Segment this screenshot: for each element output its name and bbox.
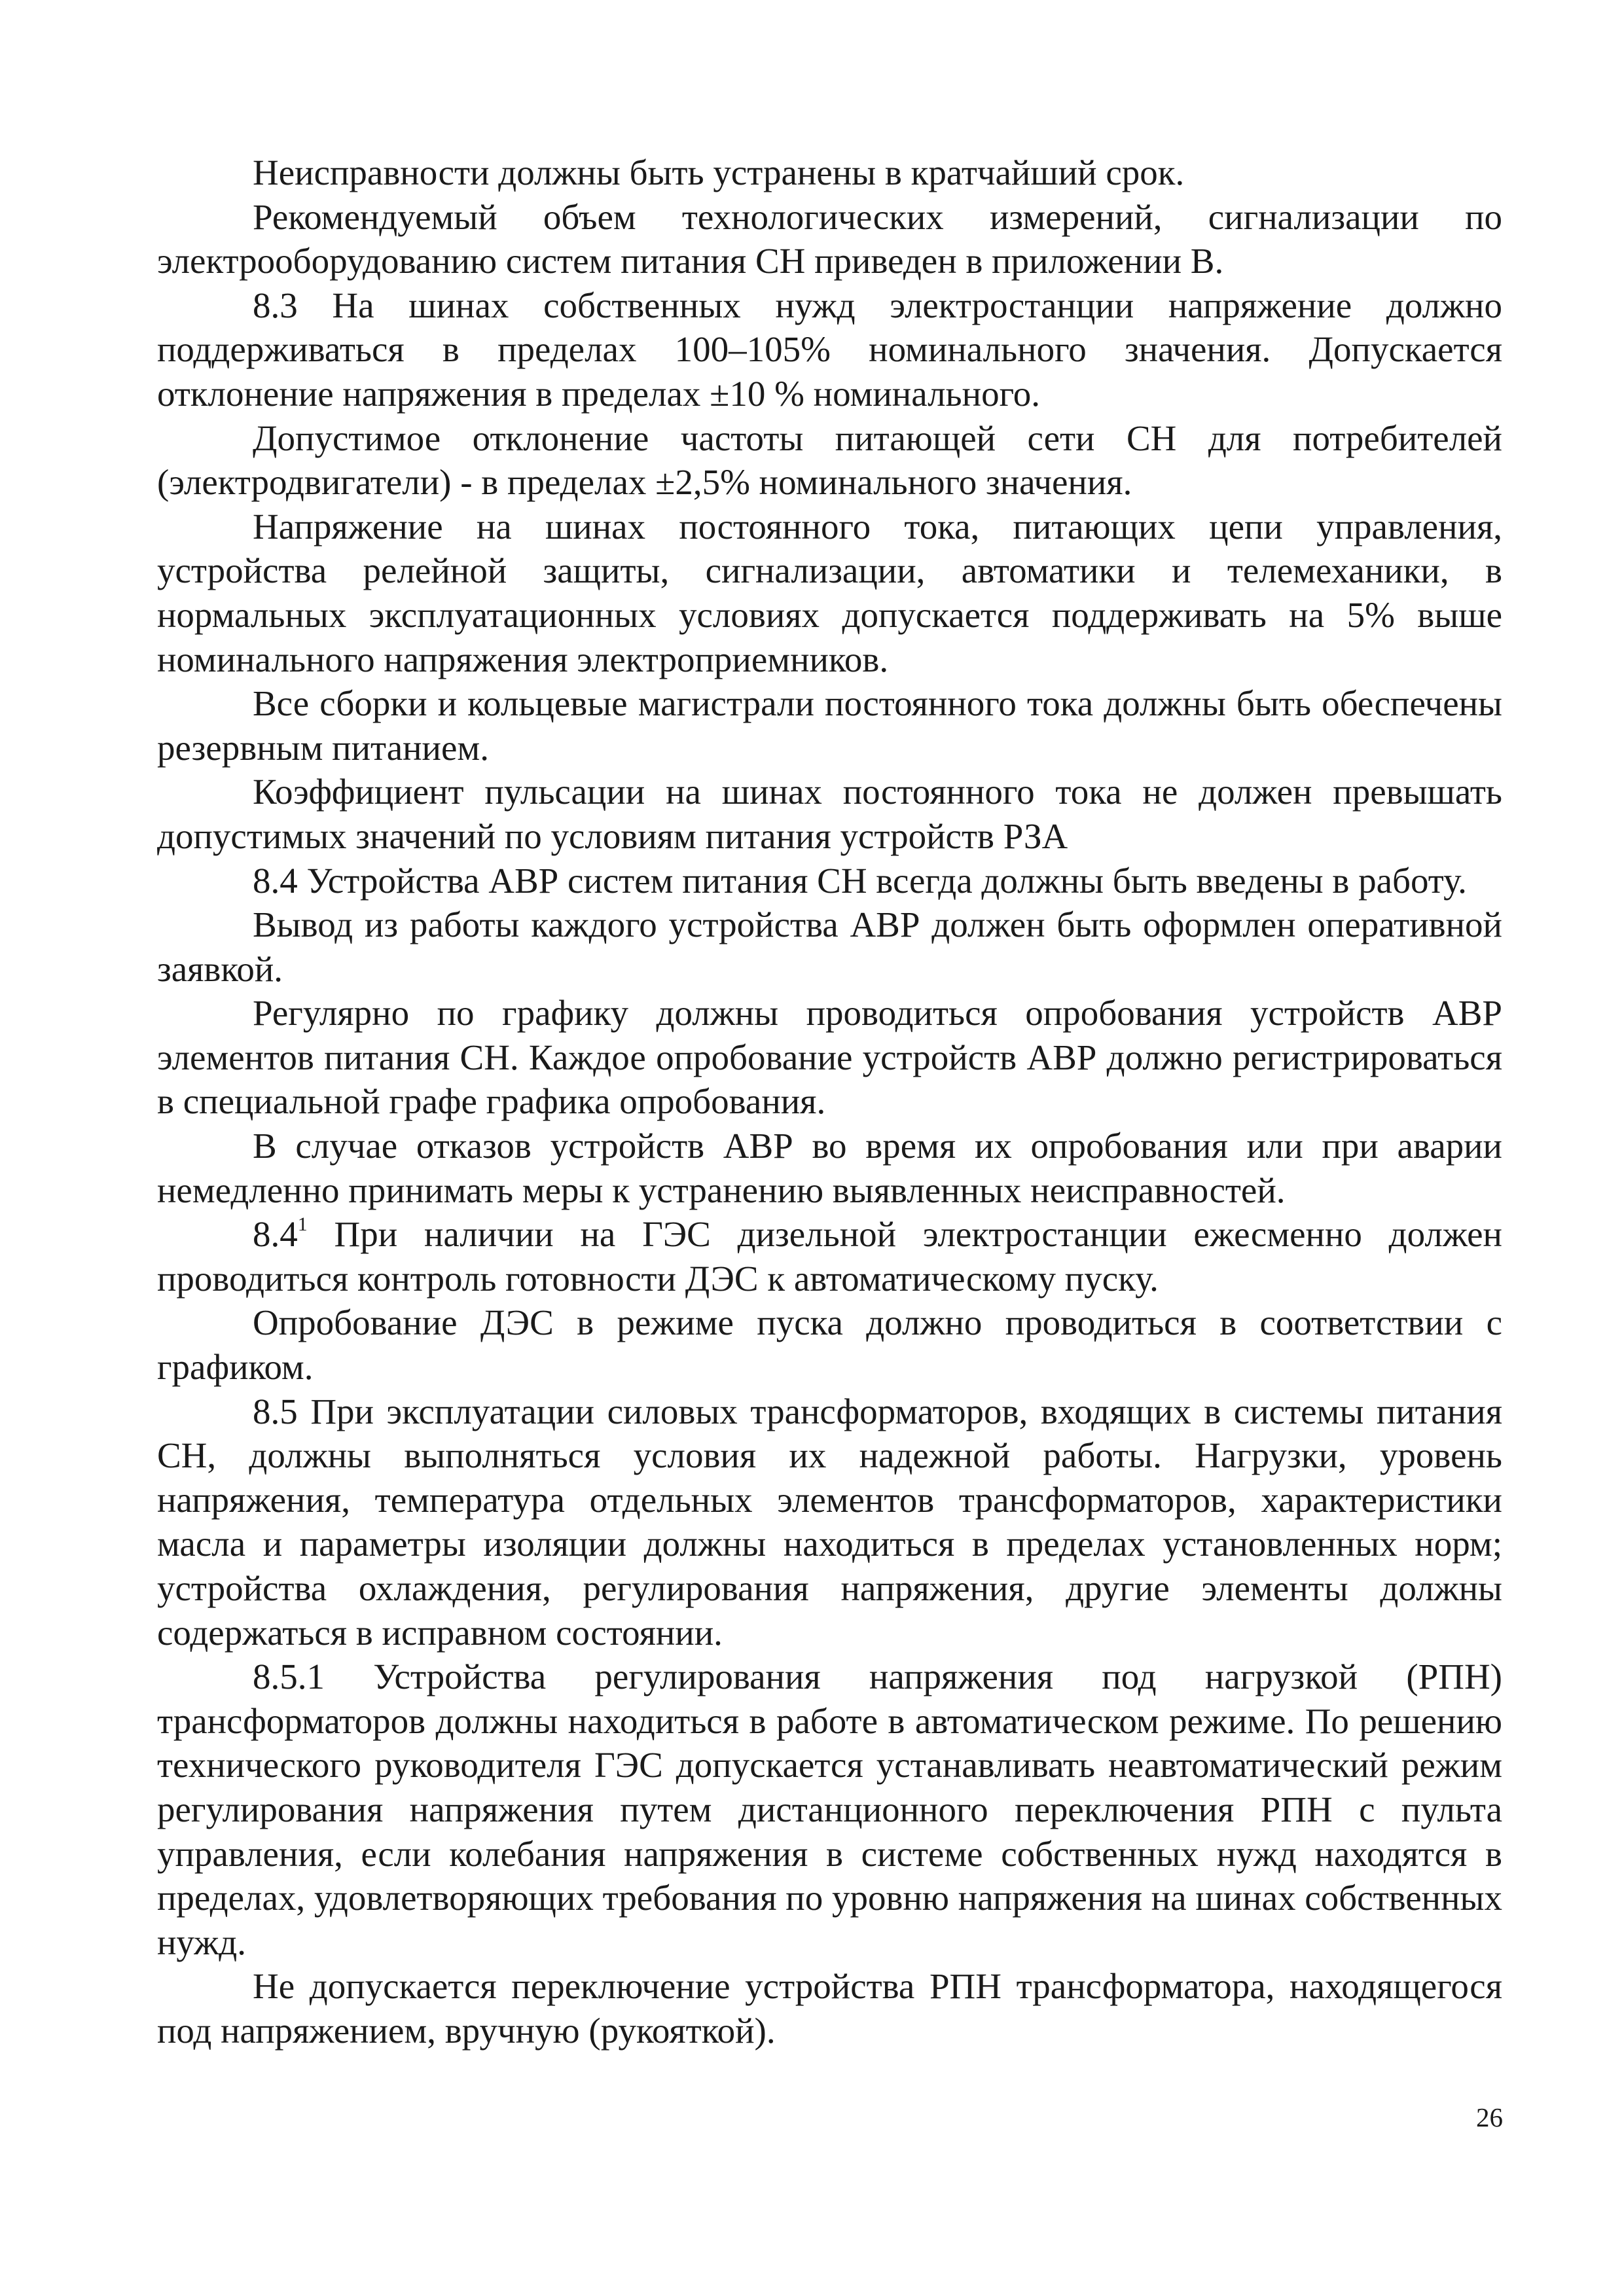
- paragraph-8-4-1-diesel: [157, 1212, 1502, 1300]
- paragraph-avr-failures: В случае отказов устройств АВР во время их опробования или при аварии немедленно принимать меры к устранению выявленных неисправностей.: [157, 1126, 1502, 1210]
- section-number: 8.4: [253, 1214, 298, 1255]
- paragraph-8-5-transformers: 8.5 При эксплуатации силовых трансформаторов, входящих в системы питания СН, должны выполняться условия их надежной работы. Нагрузки, уровень напряжения, температура отдельных элементов трансформаторов, характеристики масла и параметры изоляции должны находиться в пределах установленных норм; устройства охлаждения, регулирования напряжения, другие элементы должны содержаться в исправном состоянии.: [157, 1391, 1502, 1653]
- paragraph-8-5-1-tap-changer: 8.5.1 Устройства регулирования напряжения под нагрузкой (РПН) трансформаторов должны находиться в работе в автоматическом режиме. По решению технического руководителя ГЭС допускается устанавливать неавтоматический режим регулирования напряжения путем дистанционного переключения РПН с пульта управления, если колебания напряжения в системе собственных нужд находятся в пределах, удовлетворяющих требования по уровню напряжения на шинах собственных нужд.: [157, 1657, 1502, 1962]
- paragraph-manual-switching: Не допускается переключение устройства РПН трансформатора, находящегося под напряжением, вручную (рукояткой).: [157, 1966, 1502, 2051]
- paragraph-diesel-test: Опробование ДЭС в режиме пуска должно проводиться в соответствии с графиком.: [157, 1302, 1502, 1388]
- paragraph-avr-testing: Регулярно по графику должны проводиться опробования устройств АВР элементов питания СН. Каждое опробование устройств АВР должно регистрироваться в специальной графе графика опробования.: [157, 993, 1502, 1122]
- paragraph-dc-bus-voltage: Напряжение на шинах постоянного тока, питающих цепи управления, устройства релейной защиты, сигнализации, автоматики и телемеханики, в нормальных эксплуатационных условиях допускается поддерживать на 5% выше номинального напряжения электроприемников.: [157, 506, 1502, 679]
- section-superscript: 1: [297, 1213, 308, 1236]
- paragraph-8-3-bus-voltage: 8.3 На шинах собственных нужд электростанции напряжение должно поддерживаться в пределах 100–105% номинального значения. Допускается отклонение напряжения в пределах ±10 % номинального.: [157, 285, 1502, 414]
- paragraph-text: При наличии на ГЭС дизельной электростанции ежесменно должен проводиться контроль готовности ДЭС к автоматическому пуску.: [157, 1214, 1502, 1299]
- paragraph-recommended-measurements: Рекомендуемый объем технологических измерений, сигнализации по электрооборудованию систем питания СН приведен в приложении В.: [157, 196, 1502, 281]
- page-number: 26: [1476, 2102, 1503, 2132]
- paragraph-backup-power: Все сборки и кольцевые магистрали постоянного тока должны быть обеспечены резервным питанием.: [157, 683, 1502, 768]
- paragraph-avr-withdrawal: Вывод из работы каждого устройства АВР должен быть оформлен оперативной заявкой.: [157, 905, 1502, 989]
- paragraph-8-4-avr: 8.4 Устройства АВР систем питания СН всегда должны быть введены в работу.: [253, 860, 1467, 901]
- paragraph-frequency-deviation: Допустимое отклонение частоты питающей сети СН для потребителей (электродвигатели) - в пределах ±2,5% номинального значения.: [157, 418, 1502, 503]
- paragraph-fault-elimination: Неисправности должны быть устранены в кратчайший срок.: [253, 152, 1185, 192]
- paragraph-ripple-factor: Коэффициент пульсации на шинах постоянного тока не должен превышать допустимых значений по условиям питания устройств РЗА: [157, 772, 1502, 856]
- document-body: [157, 151, 1502, 2053]
